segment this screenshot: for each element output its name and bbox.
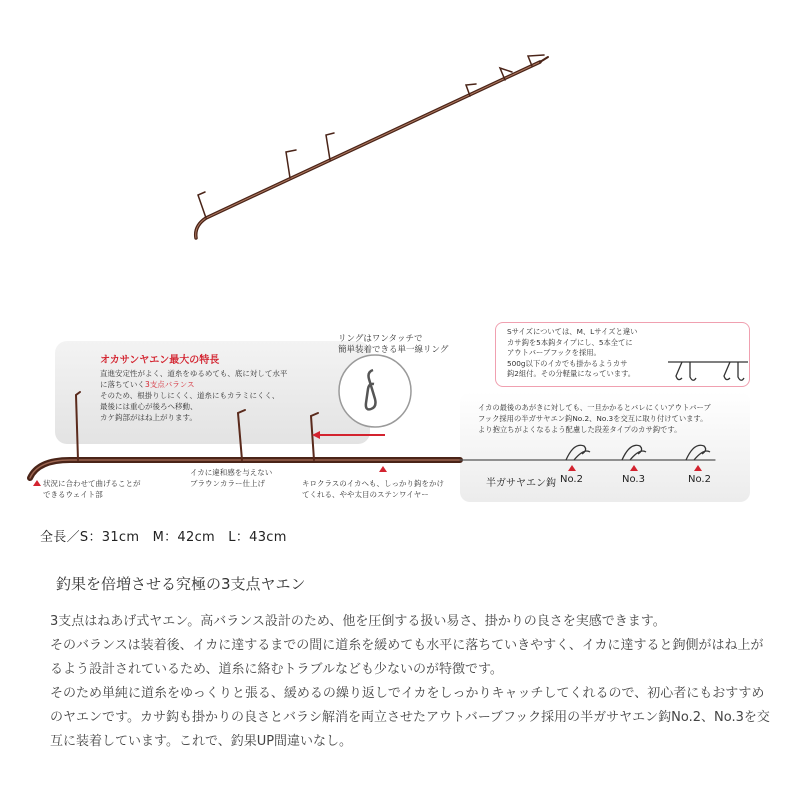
- hook-label-no2-a: No.2: [560, 474, 583, 485]
- length-spec: 全長／S：31cm M：42cm L：43cm: [40, 530, 287, 545]
- description: [50, 610, 770, 754]
- s-size-note: Sサイズについては、M、Lサイズと違い カサ鈎を5本鈎タイプにし、5本全てに アウトバーブフックを採用。 500g以下のイカでも掛かるようカサ 鈎2組付。その分軽量になっています。: [507, 327, 638, 378]
- brown-color-note: イカに違和感を与えない ブラウンカラー仕上げ: [190, 468, 273, 488]
- hook-note: イカの最後のあがきに対しても、一旦かかるとバレにくいアウトバーブ フック採用の半ガサヤエン鈎No.2、No.3を交互に取り付けています。 より抱立ちがよくなるよう配慮した段差タイプのカサ鈎です。: [478, 403, 711, 434]
- weight-note: 状況に合わせて曲げることが できるウェイト部: [43, 479, 141, 499]
- pointer-triangle: [694, 465, 702, 471]
- ring-callout: リングはワンタッチで 簡単装着できる単一線リング: [338, 334, 449, 355]
- wire-note: キロクラスのイカへも、しっかり鈎をかけ てくれる、やや太目のステンワイヤー: [302, 479, 445, 499]
- features-text: 直進安定性がよく、道糸をゆるめても、底に対して水平 に落ちていく3支点バランス そのため、根掛りしにくく、道糸にもカラミにくく、 最後には重心が後ろへ移動、 カケ鈎部がはね上がります。: [100, 369, 288, 422]
- description-paragraph: そのバランスは装着後、イカに達するまでの間に道糸を緩めても水平に落ちていきやすく、イカに達すると鉤側がはね上がるよう設計されているため、道糸に絡むトラブルなども少ないのが特徴です。: [50, 638, 764, 677]
- pointer-triangle: [568, 465, 576, 471]
- hook-label-no3: No.3: [622, 474, 645, 485]
- ring-zoom-circle: [339, 355, 411, 427]
- hook-icon: [686, 445, 710, 460]
- description-paragraph: そのため単純に道糸をゆっくりと張る、緩めるの繰り返しでイカをしっかりキャッチしてくれるので、初心者にもおすすめのヤエンです。カサ鈎も掛かりの良さとバラシ解消を両立させたアウトバーブフック採用の半ガサヤエン鈎No.2、No.3を交互に装着しています。これで、釣果UP間違いなし。: [50, 686, 770, 749]
- yaen-product-photo: [0, 0, 800, 300]
- treble-hook-icon: [668, 362, 748, 380]
- pointer-triangle: [630, 465, 638, 471]
- hook-name-label: 半ガサヤエン鈎: [486, 478, 556, 489]
- pointer-triangle: [33, 480, 41, 486]
- description-paragraph: 3支点はねあげ式ヤエン。高バランス設計のため、他を圧倒する扱い易さ、掛かりの良さを実感できます。: [50, 614, 666, 629]
- three-point-balance: 3支点バランス: [144, 380, 195, 389]
- hook-label-no2-b: No.2: [688, 474, 711, 485]
- hook-icon: [566, 445, 590, 460]
- pointer-triangle: [379, 466, 387, 472]
- hook-icon: [622, 445, 646, 460]
- section-heading: 釣果を倍増させる究極の3支点ヤエン: [56, 575, 306, 593]
- features-title: オカサンヤエン最大の特長: [100, 355, 220, 366]
